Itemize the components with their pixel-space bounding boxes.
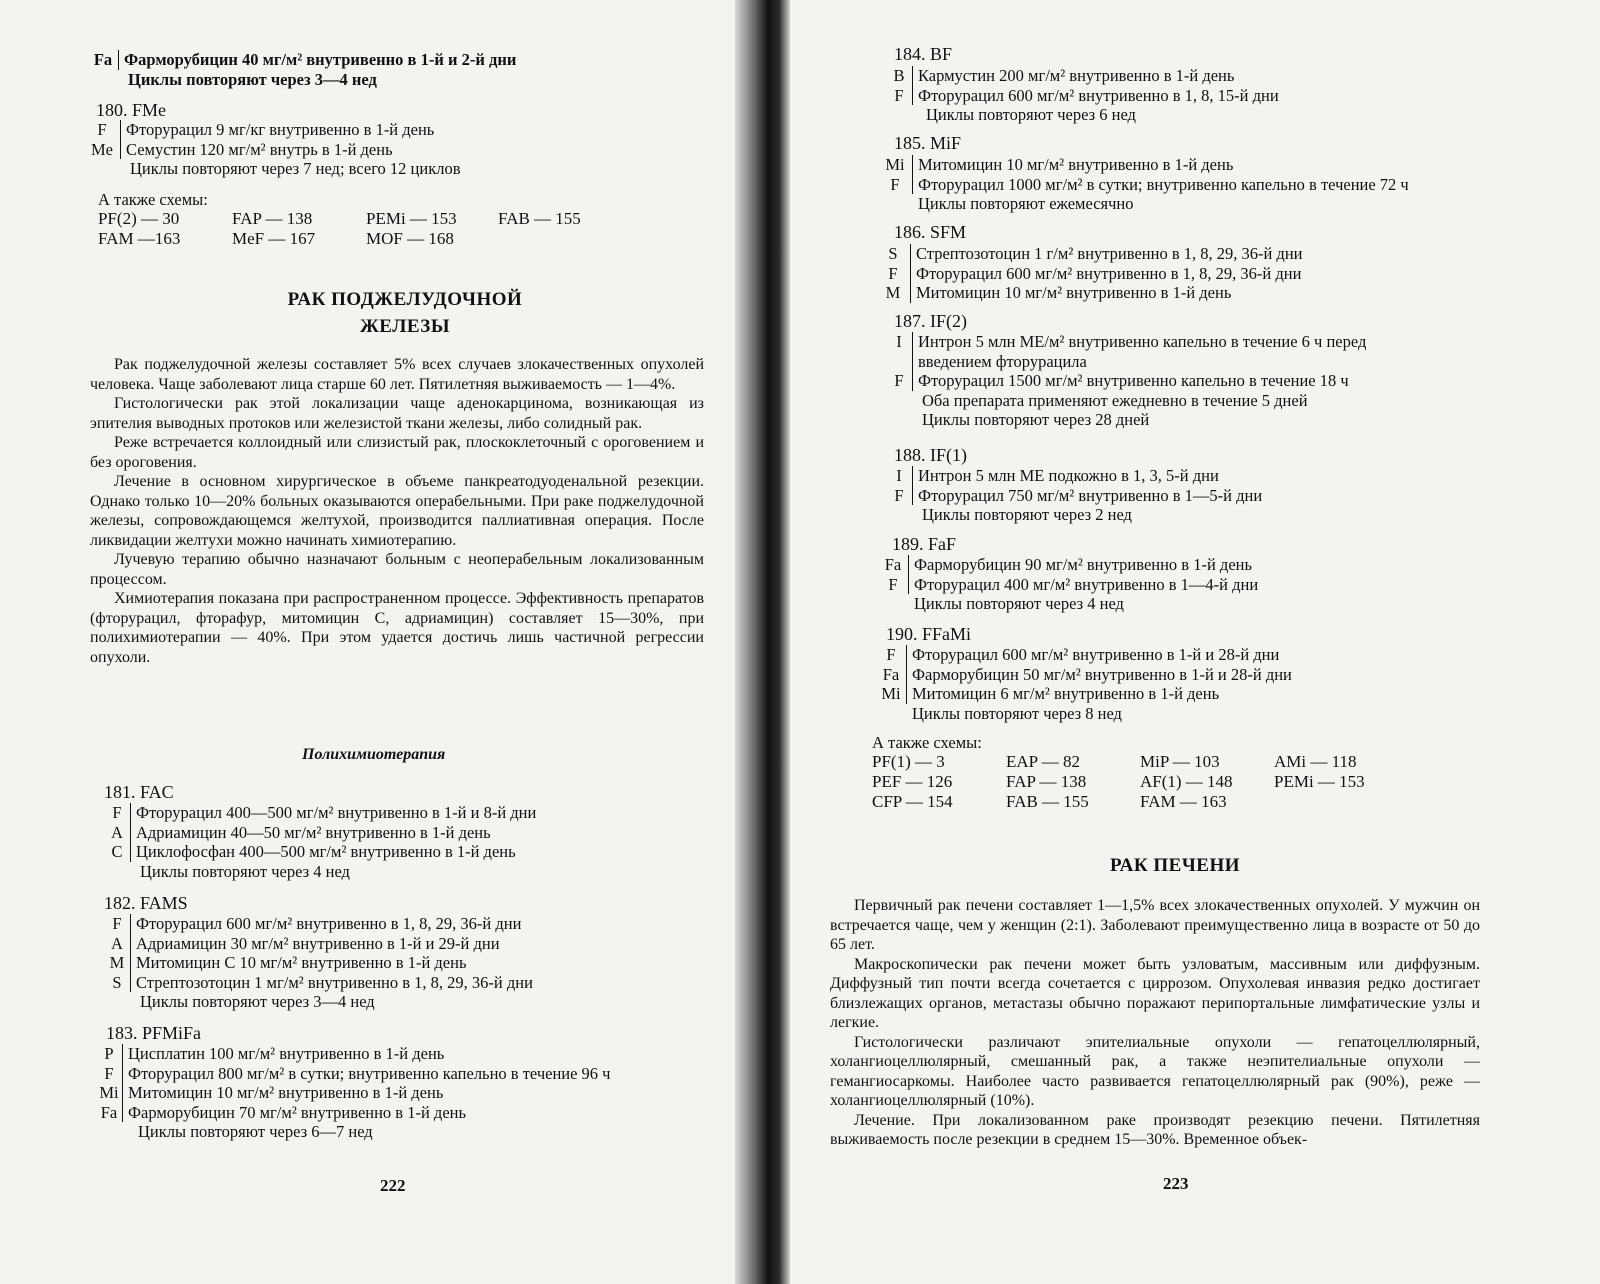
regimen-row	[878, 155, 1409, 175]
paragraph: Рак поджелудочной железы составляет 5% всех случаев злокачественных опухолей человека. Чаще заболевают лица старше 60 лет. Пятилетняя выживаемость — 1—4%.	[90, 356, 704, 393]
regimen-row	[84, 120, 461, 140]
scheme-ref: AMi — 118	[1274, 752, 1357, 771]
regimen-fa-continued	[88, 50, 516, 89]
regimen-row	[104, 803, 536, 823]
regimen-row	[96, 1083, 610, 1103]
schemes-grid	[872, 752, 1384, 812]
regimen-184	[894, 44, 952, 65]
drug-line: Фарморубицин 50 мг/м² внутривенно в 1-й и 28-й дни	[906, 665, 1292, 685]
regimen-188	[886, 445, 1262, 525]
drug-abbr: I	[896, 466, 902, 485]
regimen-184-rows	[886, 66, 1279, 125]
regimen-title: 184. BF	[894, 44, 953, 64]
regimen-row	[886, 371, 1366, 391]
also-schemes-2	[872, 733, 1384, 812]
scheme-ref: MeF — 167	[232, 229, 316, 248]
page-number: 223	[1163, 1174, 1189, 1193]
regimen-row	[876, 244, 1303, 264]
regimen-row	[886, 86, 1279, 106]
cycle-note: Циклы повторяют через 6 нед	[926, 105, 1136, 124]
regimen-185-rows	[878, 155, 1409, 214]
regimen-title: 182. FAMS	[104, 893, 188, 913]
subheading: Полихимиотерапия	[302, 746, 446, 763]
regimen-182	[104, 893, 533, 1012]
regimen-title: 189. FaF	[892, 534, 957, 554]
heading-line: РАК ПОДЖЕЛУДОЧНОЙ	[287, 289, 523, 310]
drug-abbr: Mi	[881, 684, 901, 703]
drug-abbr: F	[894, 371, 904, 390]
drug-line: Адриамицин 40—50 мг/м² внутривенно в 1-й день	[130, 823, 491, 843]
body-text	[830, 896, 1480, 1150]
drug-abbr: M	[885, 283, 901, 302]
regimen-row	[104, 914, 533, 934]
scheme-ref: PF(1) — 3	[872, 752, 945, 771]
scheme-ref: FAB — 155	[498, 209, 581, 228]
regimen-row	[878, 175, 1409, 195]
drug-line: Фторурацил 9 мг/кг внутривенно в 1-й день	[120, 120, 434, 140]
drug-abbr: F	[894, 85, 904, 105]
scheme-ref: FAM —163	[98, 229, 181, 248]
regimen-row	[104, 953, 533, 973]
drug-abbr: S	[888, 244, 898, 263]
scheme-ref: PEF — 126	[872, 772, 953, 791]
scheme-ref: AF(1) — 148	[1140, 772, 1233, 791]
scheme-ref: MiP — 103	[1140, 752, 1220, 771]
also-label: А также схемы:	[872, 733, 982, 752]
drug-line: Стрептозотоцин 1 мг/м² внутривенно в 1, 8, 29, 36-й дни	[130, 973, 533, 993]
scheme-ref: FAP — 138	[1006, 772, 1087, 791]
scheme-ref: FAM — 163	[1140, 792, 1227, 811]
section-heading: РАК ПЕЧЕНИ	[1109, 855, 1241, 876]
drug-line: Митомицин 10 мг/м² внутривенно в 1-й день	[122, 1083, 443, 1103]
drug-line: Фторурацил 800 мг/м² в сутки; внутривенно капельно в течение 96 ч	[122, 1064, 610, 1084]
cycle-note: Циклы повторяют через 3—4 нед	[140, 992, 375, 1011]
regimen-row	[84, 140, 461, 160]
drug-line: Фарморубицин 90 мг/м² внутривенно в 1-й день	[908, 555, 1252, 575]
drug-line: Интрон 5 млн МЕ подкожно в 1, 3, 5-й дни	[912, 466, 1219, 486]
drug-abbr: A	[111, 933, 123, 953]
regimen-190	[876, 624, 1292, 723]
scheme-ref: PEMi — 153	[366, 209, 457, 228]
regimen-185	[886, 133, 961, 154]
regimen-181	[104, 782, 536, 881]
cycle-note: Циклы повторяют через 4 нед	[914, 594, 1124, 613]
drug-abbr: B	[893, 66, 905, 85]
regimen-row	[104, 842, 536, 862]
regimen-row	[878, 555, 1258, 575]
drug-line: Фторурацил 1000 мг/м² в сутки; внутривенно капельно в течение 72 ч	[912, 175, 1409, 195]
regimen-row	[876, 665, 1292, 685]
regimen-row	[886, 66, 1279, 86]
paragraph: Макроскопически рак печени может быть узловатым, массивным или диффузным. Диффузный тип почти всегда сочетается с циррозом. Опухолевая инвазия редко достигает близлежащих органов, метастазы обычно поражают перипортальные лимфатические узлы и легкие.	[830, 955, 1480, 1031]
page-number: 222	[380, 1176, 406, 1195]
drug-abbr: Fa	[882, 664, 900, 684]
drug-line: Фторурацил 600 мг/м² внутривенно в 1, 8, 15-й дни	[912, 86, 1279, 106]
drug-abbr: Mi	[885, 155, 905, 174]
cycle-note: Циклы повторяют ежемесячно	[918, 194, 1134, 213]
body-text	[90, 355, 704, 667]
drug-line: Фторурацил 400—500 мг/м² внутривенно в 1-й и 8-й дни	[130, 803, 536, 823]
paragraph: Реже встречается коллоидный или слизистый рак, плоскоклеточный с ороговением и без ороговения.	[90, 434, 704, 471]
drug-abbr: F	[112, 803, 122, 822]
drug-line: Фторурацил 600 мг/м² внутривенно в 1-й и 28-й дни	[906, 645, 1279, 665]
right-page	[790, 0, 1600, 1284]
regimen-row	[886, 466, 1262, 486]
drug-line: Семустин 120 мг/м² внутрь в 1-й день	[120, 140, 393, 160]
regimen-189	[878, 534, 1258, 614]
regimen-row	[88, 50, 516, 70]
regimen-row	[96, 1044, 610, 1064]
regimen-180	[96, 100, 166, 121]
book-spine	[735, 0, 790, 1284]
section-heading	[100, 286, 710, 340]
schemes-grid	[98, 209, 598, 249]
drug-line-part: введением фторурацила	[918, 351, 1087, 371]
regimen-183	[96, 1023, 610, 1142]
regimen-row	[96, 1064, 610, 1084]
drug-abbr: A	[111, 822, 123, 842]
drug-line: Фторурацил 1500 мг/м² внутривенно капельно в течение 18 ч	[912, 371, 1349, 391]
regimen-row	[876, 264, 1303, 284]
drug-line: Адриамицин 30 мг/м² внутривенно в 1-й и 29-й дни	[130, 934, 500, 954]
paragraph: Гистологически рак этой локализации чаще аденокарцинома, возникающая из эпителия выводных протоков или железистой ткани железы, либо солидный рак.	[90, 395, 704, 432]
regimen-row	[104, 934, 533, 954]
regimen-row	[876, 684, 1292, 704]
cycle-note: Циклы повторяют через 28 дней	[922, 410, 1150, 429]
drug-line: Стрептозотоцин 1 г/м² внутривенно в 1, 8, 29, 36-й дни	[910, 244, 1303, 264]
drug-abbr: F	[890, 174, 900, 194]
drug-abbr: Fa	[93, 50, 113, 69]
scheme-ref: FAP — 138	[232, 209, 313, 228]
regimen-180-rows	[84, 120, 461, 179]
cycle-note: Циклы повторяют через 3—4 нед	[128, 69, 377, 89]
drug-line-part: Интрон 5 млн МЕ/м² внутривенно капельно в течение 6 ч перед	[918, 332, 1367, 351]
drug-abbr: Fa	[100, 1102, 118, 1122]
regimen-186	[886, 222, 966, 243]
drug-line	[912, 332, 1366, 371]
drug-line: Фарморубицин 70 мг/м² внутривенно в 1-й день	[122, 1103, 466, 1123]
drug-abbr: F	[97, 120, 107, 139]
drug-abbr: Me	[91, 139, 113, 159]
regimen-row	[104, 823, 536, 843]
drug-line: Фторурацил 750 мг/м² внутривенно в 1—5-й дни	[912, 486, 1262, 506]
cycle-note: Циклы повторяют через 2 нед	[922, 505, 1132, 524]
drug-line: Кармустин 200 мг/м² внутривенно в 1-й день	[912, 66, 1234, 86]
regimen-row	[886, 332, 1366, 371]
drug-line: Митомицин 10 мг/м² внутривенно в 1-й день	[912, 155, 1233, 175]
cycle-note: Циклы повторяют через 8 нед	[912, 703, 1122, 723]
regimen-note: Оба препарата применяют ежедневно в течение 5 дней	[922, 390, 1308, 410]
paragraph: Лечение. При локализованном раке производят резекцию печени. Пятилетняя выживаемость после резекции в среднем 15—30%. Временное объек-	[830, 1111, 1480, 1148]
regimen-186-rows	[876, 244, 1303, 303]
drug-line: Фторурацил 400 мг/м² внутривенно в 1—4-й дни	[908, 575, 1258, 595]
scheme-ref: PEMi — 153	[1274, 772, 1365, 791]
scheme-ref: MOF — 168	[366, 229, 454, 248]
regimen-row	[876, 283, 1303, 303]
regimen-title: 190. FFaMi	[886, 624, 972, 644]
paragraph: Первичный рак печени составляет 1—1,5% всех злокачественных опухолей. У мужчин он встречается чаще, чем у женщин (2:1). Заболевают преимущественно лица в возрасте от 50 до 65 лет.	[830, 897, 1480, 953]
drug-line: Фторурацил 600 мг/м² внутривенно в 1, 8, 29, 36-й дни	[130, 914, 521, 934]
regimen-title: 185. MiF	[894, 133, 962, 153]
drug-line: Циклофосфан 400—500 мг/м² внутривенно в 1-й день	[130, 842, 516, 862]
drug-line: Митомицин 10 мг/м² внутривенно в 1-й день	[910, 283, 1231, 303]
cycle-note: Циклы повторяют через 7 нед; всего 12 циклов	[130, 159, 461, 178]
scheme-ref: EAP — 82	[1006, 752, 1080, 771]
regimen-187	[886, 311, 1366, 430]
regimen-title: 180. FMe	[96, 100, 167, 120]
drug-line: Митомицин С 10 мг/м² внутривенно в 1-й день	[130, 953, 466, 973]
paragraph: Химиотерапия показана при распространенном процессе. Эффективность препаратов (фторурацил, фторафур, митомицин С, адриамицин) составляет 15—30%, при полихимиотерапии — 40%. При этом удается достичь лишь частичной регрессии опухоли.	[90, 590, 704, 666]
drug-abbr: P	[104, 1044, 114, 1063]
drug-line: Цисплатин 100 мг/м² внутривенно в 1-й день	[122, 1044, 444, 1064]
also-label: А также схемы:	[98, 190, 208, 209]
drug-abbr: M	[109, 953, 125, 972]
regimen-title: 187. IF(2)	[894, 311, 967, 331]
drug-abbr: F	[886, 645, 896, 664]
heading-line: ЖЕЛЕЗЫ	[360, 316, 450, 337]
regimen-title: 186. SFM	[894, 222, 967, 242]
paragraph: Гистологически различают эпителиальные опухоли — гепатоцеллюлярный, холангиоцеллюлярный, смешанный рак, а также неэпителиальные опухоли — гемангиосаркомы. Наиболее часто развивается гепатоцеллюлярный рак (90%), реже — холангиоцеллюлярный (10%).	[830, 1033, 1480, 1109]
regimen-title: 181. FAC	[104, 782, 174, 802]
drug-line: Фторурацил 600 мг/м² внутривенно в 1, 8, 29, 36-й дни	[910, 264, 1301, 284]
drug-abbr: I	[896, 332, 902, 351]
scheme-ref: CFP — 154	[872, 792, 953, 811]
drug-abbr: S	[112, 972, 122, 992]
drug-line: Митомицин 6 мг/м² внутривенно в 1-й день	[906, 684, 1219, 704]
drug-abbr: F	[112, 914, 122, 933]
paragraph: Лечение в основном хирургическое в объеме панкреатодуоденальной резекции. Однако только 10—20% больных оказываются операбельными. При раке поджелудочной железы, сопровождающемся желтухой, производится паллиативная операция. После ликвидации желтухи можно начинать химиотерапию.	[90, 473, 704, 549]
regimen-title: 188. IF(1)	[894, 445, 967, 465]
regimen-row	[104, 973, 533, 993]
also-schemes-1	[98, 190, 598, 249]
scheme-ref: PF(2) — 30	[98, 209, 180, 228]
drug-abbr: C	[111, 842, 123, 861]
regimen-title: 183. PFMiFa	[106, 1023, 202, 1043]
paragraph: Лучевую терапию обычно назначают больным с неоперабельным локализованным процессом.	[90, 551, 704, 588]
cycle-note: Циклы повторяют через 6—7 нед	[138, 1122, 373, 1141]
drug-abbr: Fa	[884, 555, 902, 574]
regimen-row	[96, 1103, 610, 1123]
drug-abbr: F	[104, 1063, 114, 1083]
scheme-ref: FAB — 155	[1006, 792, 1089, 811]
drug-abbr: F	[888, 263, 898, 283]
regimen-row	[878, 575, 1258, 595]
cycle-note: Циклы повторяют через 4 нед	[140, 861, 350, 881]
drug-abbr: Mi	[99, 1083, 119, 1102]
drug-abbr: F	[888, 574, 898, 594]
drug-line: Фарморубицин 40 мг/м² внутривенно в 1-й и 2-й дни	[118, 50, 516, 70]
left-page	[0, 0, 735, 1284]
regimen-row	[876, 645, 1292, 665]
drug-abbr: F	[894, 485, 904, 505]
regimen-row	[886, 486, 1262, 506]
